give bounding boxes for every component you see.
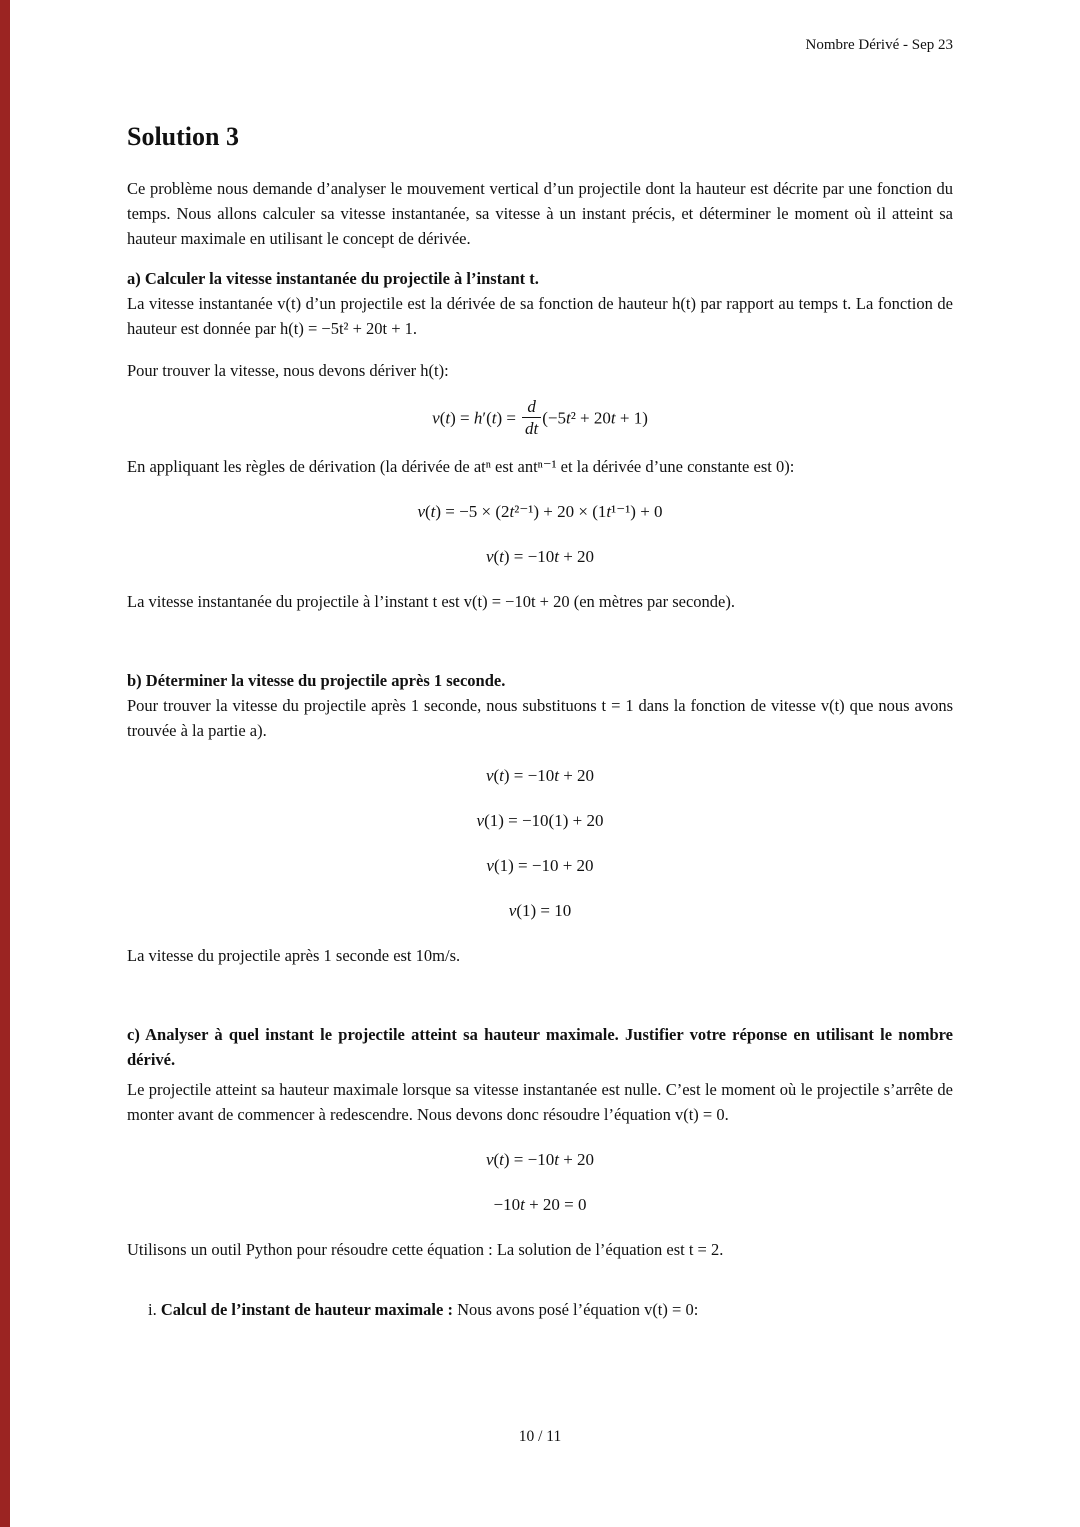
running-header: Nombre Dérivé - Sep 23: [805, 37, 953, 53]
fraction-denominator: dt: [524, 419, 539, 438]
section-c: [127, 1022, 953, 1322]
equation-expanded-derivative: v(t) = −5 × (2t²⁻¹) + 20 × (1t¹⁻¹) + 0: [417, 502, 663, 521]
section-c-heading: c) Analyser à quel instant le projectile atteint sa hauteur maximale. Justifier votre réponse en utilisant le nombre dérivé.: [127, 1025, 953, 1069]
list-item-text: Nous avons posé l’équation v(t) = 0:: [457, 1300, 699, 1319]
solution-title: Solution 3: [127, 122, 239, 151]
section-b-conclusion: La vitesse du projectile après 1 seconde est 10m/s.: [127, 946, 461, 965]
section-a: [127, 266, 953, 614]
equation-prefix: v(t) = h′(t) =: [432, 408, 516, 428]
left-accent-stripe: [0, 0, 10, 1527]
section-b: [127, 668, 953, 968]
equation-suffix: (−5t² + 20t + 1): [542, 408, 648, 428]
section-a-heading: a) Calculer la vitesse instantanée du projectile à l’instant t.: [127, 269, 539, 288]
section-a-paragraph-1: La vitesse instantanée v(t) d’un projectile est la dérivée de sa fonction de hauteur h(t) par rapport au temps t. La fonction de hauteur est donnée par h(t) = −5t² + 20t + 1.: [127, 294, 953, 338]
fraction-d-dt: [522, 396, 541, 439]
section-a-paragraph-2: Pour trouver la vitesse, nous devons dériver h(t):: [127, 361, 449, 380]
ordered-list-item-1: [127, 1297, 953, 1322]
equation-b-4: v(1) = 10: [508, 901, 572, 920]
equation-c-1: v(t) = −10t + 20: [485, 1150, 595, 1169]
section-b-heading: b) Déterminer la vitesse du projectile après 1 seconde.: [127, 671, 506, 690]
section-a-paragraph-3: En appliquant les règles de dérivation (la dérivée de atⁿ est antⁿ⁻¹ et la dérivée d’une constante est 0):: [127, 457, 795, 476]
page-content: [127, 0, 953, 1322]
section-a-conclusion: La vitesse instantanée du projectile à l’instant t est v(t) = −10t + 20 (en mètres par seconde).: [127, 592, 735, 611]
equation-c-2: −10t + 20 = 0: [493, 1195, 587, 1214]
fraction-numerator: d: [522, 396, 541, 418]
section-c-paragraph-2: Utilisons un outil Python pour résoudre cette équation : La solution de l’équation est t = 2.: [127, 1240, 724, 1259]
page-number: 10 / 11: [518, 1428, 562, 1445]
equation-derivative-definition: [127, 398, 953, 441]
list-item-marker: i.: [148, 1300, 157, 1319]
equation-velocity-result: v(t) = −10t + 20: [485, 547, 595, 566]
equation-b-3: v(1) = −10 + 20: [486, 856, 594, 875]
equation-b-1: v(t) = −10t + 20: [485, 766, 595, 785]
intro-paragraph: Ce problème nous demande d’analyser le mouvement vertical d’un projectile dont la hauteur est décrite par une fonction du temps. Nous allons calculer sa vitesse instantanée, sa vitesse à un instant précis, et déterminer le moment où il atteint sa hauteur maximale en utilisant le concept de dérivée.: [127, 179, 953, 248]
equation-b-2: v(1) = −10(1) + 20: [476, 811, 604, 830]
section-b-paragraph-1: Pour trouver la vitesse du projectile après 1 seconde, nous substituons t = 1 dans la fonction de vitesse v(t) que nous avons trouvée à la partie a).: [127, 696, 953, 740]
list-item-bold-label: Calcul de l’instant de hauteur maximale :: [160, 1300, 453, 1319]
section-c-paragraph-1: Le projectile atteint sa hauteur maximale lorsque sa vitesse instantanée est nulle. C’est le moment où le projectile s’arrête de monter avant de commencer à redescendre. Nous devons donc résoudre l’équation v(t) = 0.: [127, 1080, 953, 1124]
